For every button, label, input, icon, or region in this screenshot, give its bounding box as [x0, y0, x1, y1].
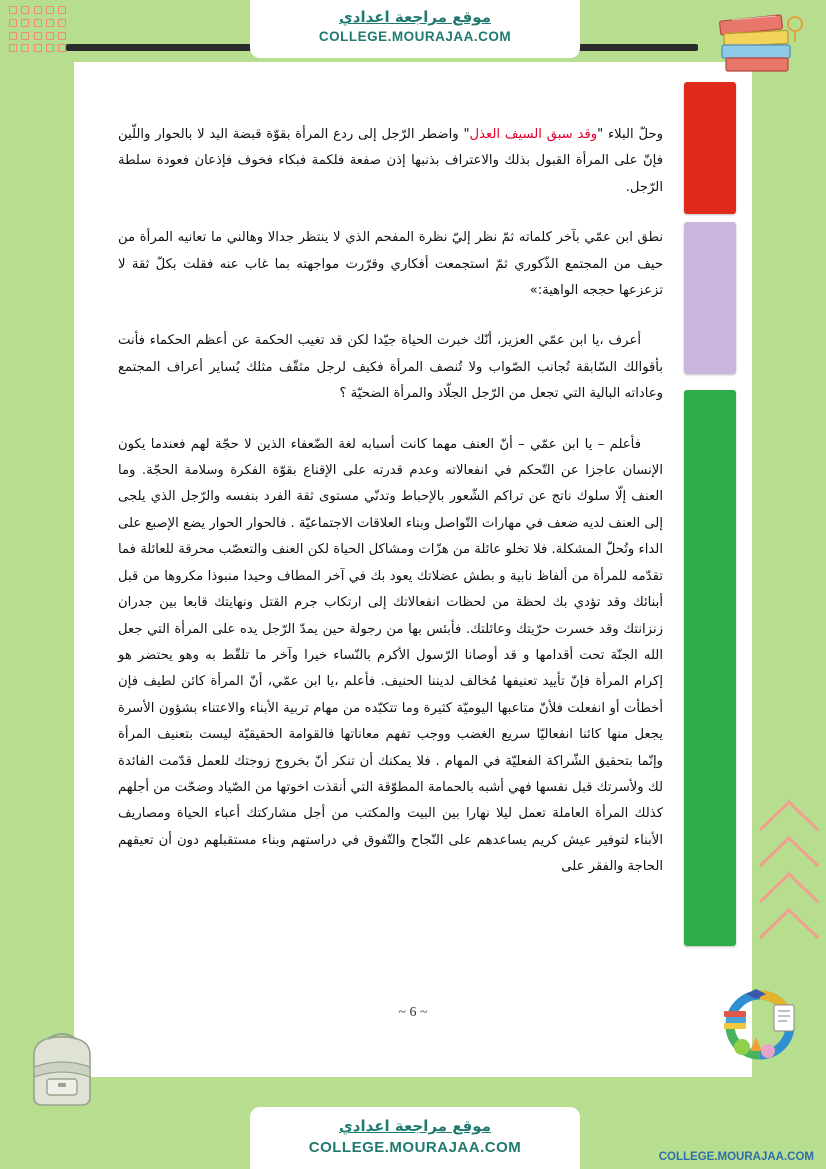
chevron-arrows-decoration	[756, 790, 822, 970]
paragraph-1-post: " واضطر الرّجل إلى ردع المرأة بقوّة قبضة اليد لا بالحوار واللّين فإنّ على المرأة القبول بذلك والاعتراف بذنبها إذن صفعة فلكمة فبكاء فخوف فإذعان فعودة سلطة الرّجل.	[118, 127, 663, 195]
backpack-icon	[14, 1021, 110, 1113]
highlighted-quote: وقد سبق السيف العذل	[469, 127, 598, 142]
header-rule-left	[66, 44, 252, 51]
paragraph-1	[118, 122, 663, 201]
footer-credit: COLLEGE.MOURAJAA.COM	[658, 1151, 814, 1163]
footer-site-url[interactable]: COLLEGE.MOURAJAA.COM	[308, 1139, 522, 1156]
dots-decoration	[8, 6, 66, 54]
page-frame-left	[0, 0, 74, 1169]
book-spine-lilac	[684, 222, 736, 374]
header-site-url[interactable]: COLLEGE.MOURAJAA.COM	[318, 29, 512, 44]
book-spine-red	[684, 82, 736, 214]
header-rule-right	[578, 44, 698, 51]
book-spine-green	[684, 390, 736, 946]
header-site-name: موقع مراجعة اعدادي	[339, 8, 491, 26]
footer-banner	[250, 1107, 580, 1169]
page-number: ~ 6 ~	[398, 1005, 428, 1020]
stacked-books-icon	[702, 8, 812, 80]
paragraph-4: فأعلم – يا ابن عمّي – أنّ العنف مهما كانت أسبابه لغة الضّعفاء الذين لا حجّة لهم فعندما يكون الإنسان عاجزا عن التّحكم في انفعالاته وعدم قدرته على الإقناع بقوّة الفكرة وسلامة الحجّة. وما العنف إلّا سلوك ناتج عن تراكم الشّعور بالإحباط وتدنّي مستوى ثقة الفرد بنفسه والرّجل الذي يلجى إلى العنف لديه ضعف في مهارات التّواصل وبناء العلاقات الاجتماعيّة . فالحوار الحوار يضع الإصبع على الداء وتُحلّ المشكلة. فلا تخلو عائلة من هزّات ومشاكل الحياة لكن العنف والتعصّب محرقة للعائلة فما تقدّمه للمرأة من ألفاظ نابية و بطش عضلاتك يعود بك في آخر المطاف وحيدا منبوذا مكروها من قبل أبنائك وقد تؤدي بك لحظة من لحظات انفعالاتك إلى ارتكاب جرم القتل ونهايتك قابعا بين جدران زنزانتك وقد خسرت حرّيتك وعائلتك. فأبئس بها من رجولة حين يمدّ الرّجل يده على المرأة التي جعل الله الجنّة تحت أقدامها و قد أوصانا الرّسول الأكرم بالنّساء خيرا وآخر ما تلقّط به وهو يحتضر هو إكرام المرأة فإنّ تأييد تعنيفها مُخالف لديننا الحنيف. فأعلم ،يا ابن عمّي، أنّ المرأة كائن لطيف فإن أخطأت أو انفعلت فلأنّ متاعبها اليوميّة كثيرة وما تتكبّده من مهام تربية الأبناء والاعتناء بشؤون الأسرة يجعل منها كائنا انفعاليّا سريع الغضب ووجب تفهم معاناتها فالقوامة الحقيقيّة ليست بتعنيف المرأة وإنّما بتحقيق الشّراكة الفعليّة في المهام . فلا يمكنك أن تنكر أنّ بخروج زوجتك للعمل قدّمت الفائدة لك ولأسرتك قبل نفسها فهي أشبه بالحمامة المطوّقة التي أنقذت اخوتها من الصّياد وضحّت من أجلهم كذلك المرأة العاملة تعمل ليلا نهارا بين البيت والمكتب من أجل مشاركتك أعباء الحياة ومصاريف الأبناء لتوفير عيش كريم يساعدهم على النّجاح والتّفوق في دراستهم وبناء مستقبلهم دون أن تعيقهم الحاجة والفقر على	[118, 436, 663, 875]
document-body	[118, 122, 663, 905]
school-supplies-badge-icon	[712, 977, 808, 1073]
header-banner	[250, 0, 580, 58]
paragraph-1-pre: وحلّ البلاء "	[597, 127, 663, 142]
footer-site-name: موقع مراجعة اعدادي	[339, 1117, 491, 1135]
paragraph-2: نطق ابن عمّي بآخر كلماته ثمّ نظر إليّ نظرة المفحم الذي لا ينتظر جدالا وهالني ما تعانيه المرأة من حيف من المجتمع الذّكوري ثمّ استجمعت أفكاري وقرّرت مواجهته بما غاب عنه فقلت بكلّ ثقة لا تزعزعها حججه الواهية:»	[118, 230, 663, 299]
paragraph-3: أعرف ،يا ابن عمّي العزيز، أنّك خبرت الحياة جيّدا لكن قد تغيب الحكمة عن أعظم الحكماء فأنت بأقوالك السّابقة تُجانب الصّواب ولا تُنصف المرأة فكيف لرجل مثقّف مثلك يُساير أعراف المجتمع وعاداته البالية التي تجعل من الرّجل الجلّاد والمرأة الضحيّة ؟	[118, 333, 663, 402]
